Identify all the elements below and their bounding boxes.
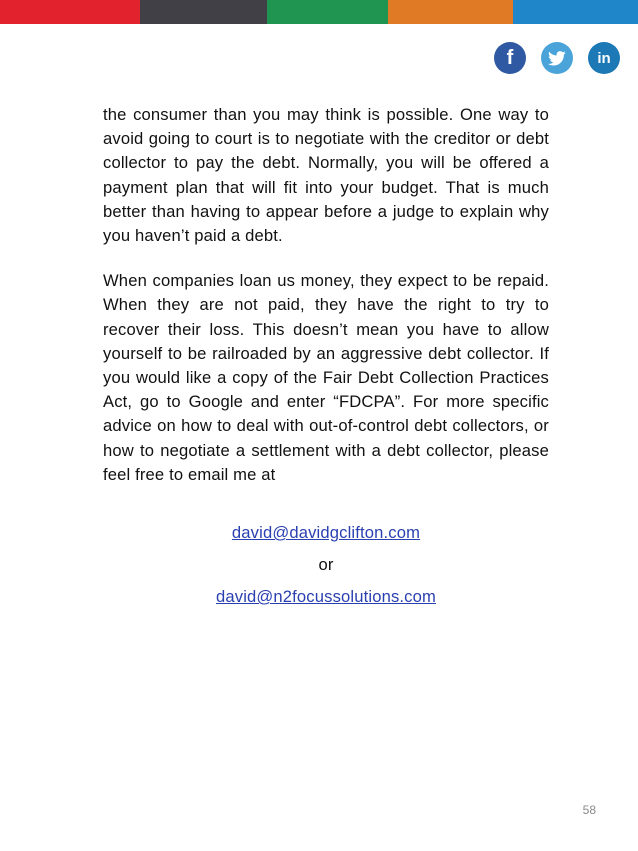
email-link-n2focussolutions[interactable]: david@n2focussolutions.com — [216, 587, 436, 607]
color-bar-gray — [140, 0, 267, 24]
email-link-davidgclifton[interactable]: david@davidgclifton.com — [231, 523, 421, 543]
page-number: 58 — [582, 803, 596, 817]
linkedin-icon[interactable] — [588, 42, 620, 74]
color-bar-green — [267, 0, 388, 24]
social-links — [494, 42, 620, 74]
facebook-icon[interactable] — [494, 42, 526, 74]
email-block — [103, 517, 549, 613]
color-bar — [0, 0, 638, 24]
or-separator: or — [318, 555, 334, 575]
paragraph-1: the consumer than you may think is possible. One way to avoid going to court is to negotiate with the creditor or debt collector to pay the debt. Normally, you will be offered a payment plan that will fit into your budget. That is much better than having to appear before a judge to explain why you haven’t paid a debt. — [103, 105, 549, 246]
color-bar-red — [0, 0, 140, 24]
page-body — [103, 103, 549, 613]
linkedin-glyph: in — [597, 49, 611, 67]
twitter-icon[interactable] — [541, 42, 573, 74]
color-bar-orange — [388, 0, 513, 24]
twitter-bird-icon — [548, 51, 566, 66]
paragraph-2: When companies loan us money, they expect to be repaid. When they are not paid, they have the right to try to recover their loss. This doesn’t mean you have to allow yourself to be railroaded by an aggressive debt collector. If you would like a copy of the Fair Debt Collection Practices Act, go to Google and enter “FDCPA”. For more specific advice on how to deal with out-of-control debt collectors, or how to negotiate a settlement with a debt collector, please feel free to email me at — [103, 271, 549, 484]
facebook-glyph: f — [506, 46, 514, 69]
color-bar-blue — [513, 0, 638, 24]
